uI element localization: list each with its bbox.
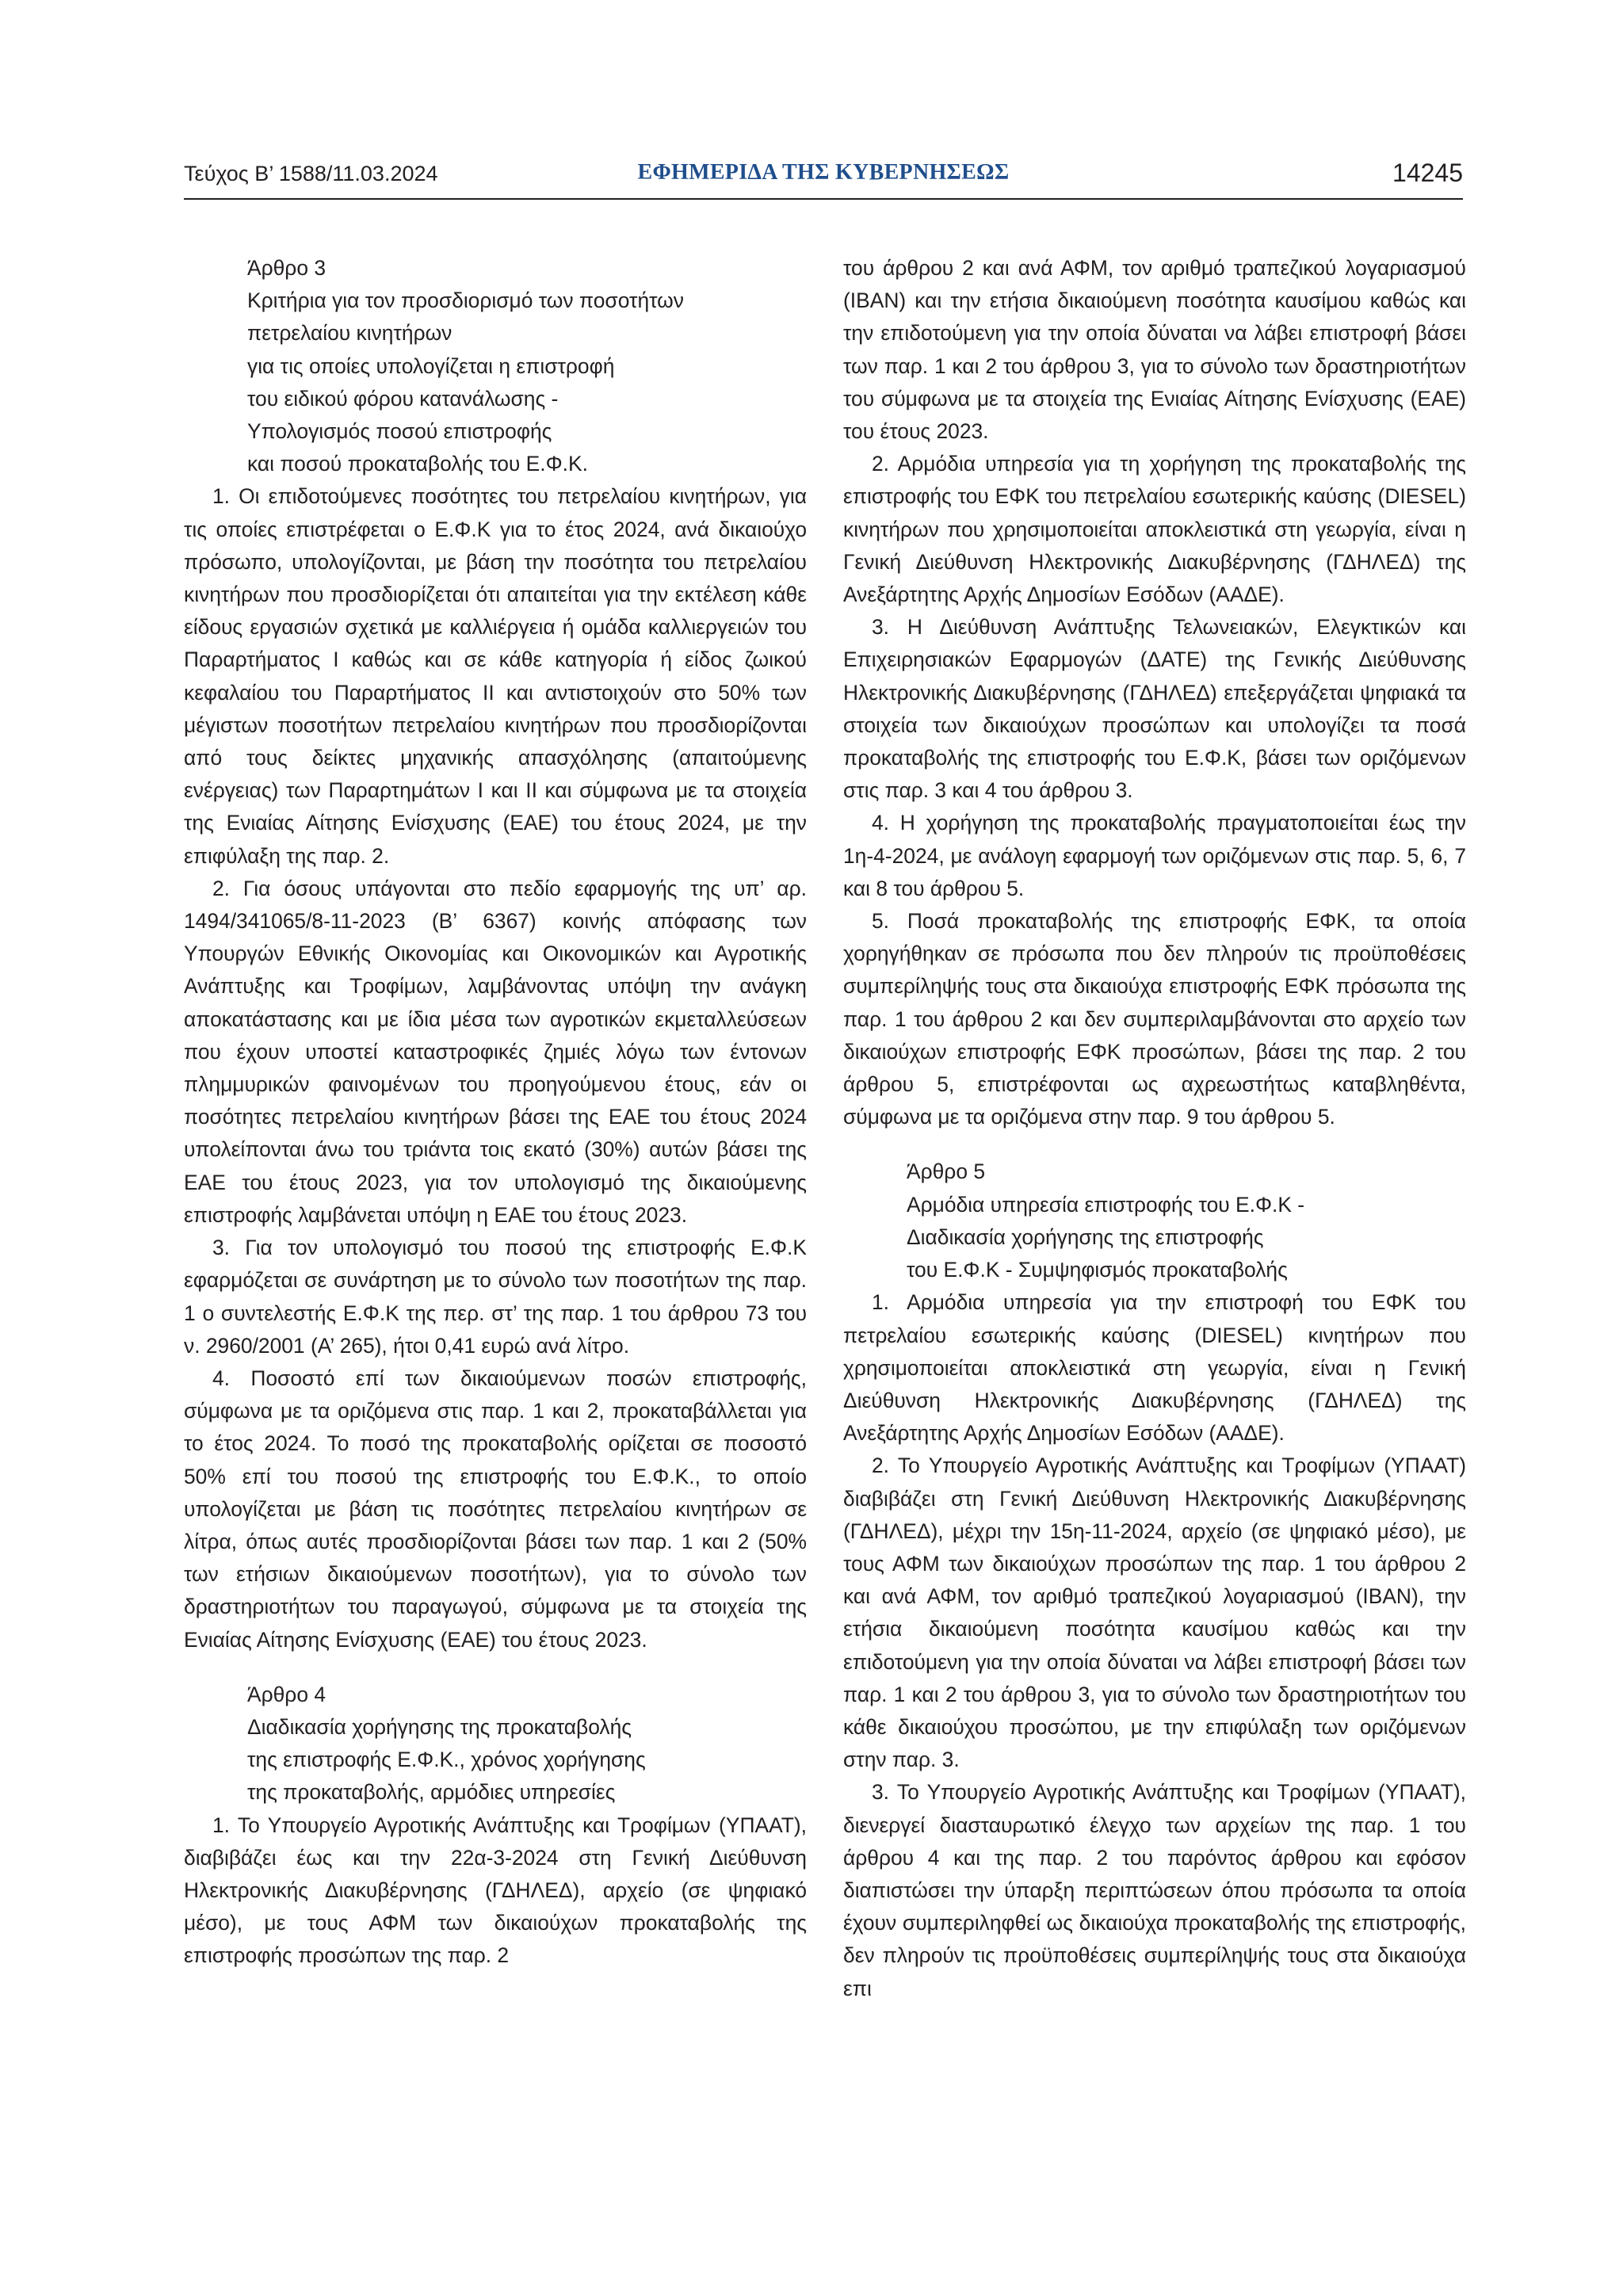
article-4-paragraph: 5. Ποσά προκαταβολής της επιστροφής ΕΦΚ, τα οποία χορηγήθηκαν σε πρόσωπα που δεν πληρούν τις προϋποθέσεις συμπερίληψής τους στα δικαιούχα επιστροφής ΕΦΚ πρόσωπα της παρ. 1 του άρθρου 2 και δεν συμπεριλαμβάνονται στο αρχείο των δικαιούχων επιστροφής ΕΦΚ προσώπων, βάσει της παρ. 2 του άρθρου 5, επιστρέφονται ως αχρεωστήτως καταβληθέντα, σύμφωνα με τα οριζόμενα στην παρ. 9 του άρθρου 5. [843, 909, 1466, 1129]
header-rule [184, 198, 1463, 200]
left-column [184, 252, 807, 1973]
heading-line: Υπολογισμός ποσού επιστροφής [247, 419, 552, 444]
article-4-paragraph: 2. Αρμόδια υπηρεσία για τη χορήγηση της προκαταβολής της επιστροφής του ΕΦΚ του πετρελαίου εσωτερικής καύσης (DIESEL) κινητήρων που χρησιμοποιείται αποκλειστικά στη γεωργία, είναι η Γενική Διεύθυνση Ηλεκτρονικής Διακυβέρνησης (ΓΔΗΛΕΔ) της Ανεξάρτητης Αρχής Δημοσίων Εσόδων (ΑΑΔΕ). [843, 452, 1466, 607]
heading-line: και ποσού προκαταβολής του Ε.Φ.Κ. [247, 452, 588, 476]
heading-line: της προκαταβολής, αρμόδιες υπηρεσίες [247, 1780, 616, 1805]
page-number: 14245 [1392, 159, 1463, 187]
heading-line: του Ε.Φ.Κ - Συμψηφισμός προκαταβολής [907, 1258, 1288, 1282]
heading-line: της επιστροφής Ε.Φ.Κ., χρόνος χορήγησης [247, 1748, 646, 1772]
article-4-paragraph-1-continued: του άρθρου 2 και ανά ΑΦΜ, τον αριθμό τραπεζικού λογαριασμού (IBAN) και την ετήσια δικαιούμενη ποσότητα καυσίμου καθώς και την επιδοτούμενη για την οποία δύναται να λάβει επιστροφή βάσει των παρ. 1 και 2 του άρθρου 3, για το σύνολο των δραστηριοτήτων του σύμφωνα με τα στοιχεία της Ενιαίας Αίτησης Ενίσχυσης (ΕΑΕ) του έτους 2023. [843, 256, 1466, 444]
section-gap [843, 1133, 1466, 1156]
article-3-paragraph: 2. Για όσους υπάγονται στο πεδίο εφαρμογής της υπ’ αρ. 1494/341065/8-11-2023 (Β’ 6367) κοινής απόφασης των Υπουργών Εθνικής Οικονομίας και Οικονομικών και Αγροτικής Ανάπτυξης και Τροφίμων, λαμβάνοντας υπόψη την ανάγκη αποκατάστασης και με ίδια μέσα των αγροτικών εκμεταλλεύσεων που έχουν υποστεί καταστροφικές ζημιές λόγω των έντονων πλημμυρικών φαινομένων του προηγούμενου έτους, εάν οι ποσότητες πετρελαίου κινητήρων βάσει της ΕΑΕ του έτους 2024 υπολείπονται άνω του τριάντα τοις εκατό (30%) αυτών βάσει της ΕΑΕ του έτους 2023, για τον υπολογισμό της δικαιούμενης επιστροφής λαμβάνεται υπόψη η ΕΑΕ του έτους 2023. [184, 876, 807, 1227]
article-4-heading [184, 1679, 807, 1809]
heading-line: του ειδικού φόρου κατανάλωσης - [247, 386, 559, 411]
article-5-paragraph: 1. Αρμόδια υπηρεσία για την επιστροφή του ΕΦΚ του πετρελαίου εσωτερικής καύσης (DIESEL) κινητήρων που χρησιμοποιείται αποκλειστικά στη γεωργία, είναι η Γενική Διεύθυνση Ηλεκτρονικής Διακυβέρνησης (ΓΔΗΛΕΔ) της Ανεξάρτητης Αρχής Δημοσίων Εσόδων (ΑΑΔΕ). [843, 1290, 1466, 1446]
issue-reference: Τεύχος Β’ 1588/11.03.2024 [184, 162, 438, 185]
page-header [184, 155, 1463, 203]
article-4-paragraph: 3. Η Διεύθυνση Ανάπτυξης Τελωνειακών, Ελεγκτικών και Επιχειρησιακών Εφαρμογών (ΔΑΤΕ) της Γενικής Διεύθυνσης Ηλεκτρονικής Διακυβέρνησης (ΓΔΗΛΕΔ) επεξεργάζεται ψηφιακά τα στοιχεία των δικαιούχων προσώπων και υπολογίζει τα ποσά προκαταβολής της επιστροφής του Ε.Φ.Κ, βάσει των οριζόμενων στις παρ. 3 και 4 του άρθρου 3. [843, 615, 1466, 803]
right-column [843, 252, 1466, 2005]
heading-line: Άρθρο 4 [247, 1682, 327, 1706]
article-3-heading [184, 252, 807, 480]
article-5-paragraph: 2. Το Υπουργείο Αγροτικής Ανάπτυξης και Τροφίμων (ΥΠΑΑΤ) διαβιβάζει στη Γενική Διεύθυνση Ηλεκτρονικής Διακυβέρνησης (ΓΔΗΛΕΔ), μέχρι την 15η-11-2024, αρχείο (σε ψηφιακό μέσο), με τους ΑΦΜ των δικαιούχων προσώπων της παρ. 1 του άρθρου 2 και ανά ΑΦΜ, τον αριθμό τραπεζικού λογαριασμού (IBAN), την ετήσια δικαιούμενη ποσότητα καυσίμου καθώς και την επιδοτούμενη για την οποία δύναται να λάβει επιστροφή βάσει των παρ. 1 και 2 του άρθρου 3, για το σύνολο των δραστηριοτήτων του κάθε δικαιούχου προσώπου, με την επιφύλαξη των οριζόμενων στην παρ. 3. [843, 1454, 1466, 1772]
gazette-title: ΕΦΗΜΕΡΙΔΑ ΤΗΣ ΚΥΒΕΡΝΗΣΕΩΣ [637, 160, 1010, 185]
heading-line: για τις οποίες υπολογίζεται η επιστροφή [247, 353, 615, 378]
heading-line: Άρθρο 3 [247, 256, 327, 280]
heading-line: Αρμόδια υπηρεσία επιστροφής του Ε.Φ.Κ - [907, 1192, 1305, 1217]
heading-line: Διαδικασία χορήγησης της προκαταβολής [247, 1714, 632, 1739]
heading-line: πετρελαίου κινητήρων [247, 321, 453, 346]
article-4-paragraph: 4. Η χορήγηση της προκαταβολής πραγματοποιείται έως την 1η-4-2024, με ανάλογη εφαρμογή των οριζόμενων στις παρ. 5, 6, 7 και 8 του άρθρου 5. [843, 811, 1466, 900]
article-5-paragraph: 3. Το Υπουργείο Αγροτικής Ανάπτυξης και Τροφίμων (ΥΠΑΑΤ), διενεργεί διασταυρωτικό έλεγχο των αρχείων της παρ. 1 του άρθρου 4 και της παρ. 2 του παρόντος άρθρου και εφόσον διαπιστώσει την ύπαρξη περιπτώσεων όπου πρόσωπα τα οποία έχουν συμπεριληφθεί ως δικαιούχα προκαταβολής της επιστροφής, δεν πληρούν τις προϋποθέσεις συμπερίληψής τους στα δικαιούχα επι [843, 1780, 1466, 2000]
article-3-paragraph: 4. Ποσοστό επί των δικαιούμενων ποσών επιστροφής, σύμφωνα με τα οριζόμενα στις παρ. 1 και 2, προκαταβάλλεται για το έτος 2024. Το ποσό της προκαταβολής ορίζεται σε ποσοστό 50% επί του ποσού της επιστροφής του Ε.Φ.Κ., το οποίο υπολογίζεται με βάση τις ποσότητες πετρελαίου κινητήρων σε λίτρα, όπως αυτές προσδιορίζονται βάσει των παρ. 1 και 2 (50% των ετήσιων δικαιούμενων ποσοτήτων), για το σύνολο των δραστηριοτήτων του παραγωγού, σύμφωνα με τα στοιχεία της Ενιαίας Αίτησης Ενίσχυσης (ΕΑΕ) του έτους 2023. [184, 1366, 807, 1652]
article-3-paragraph: 3. Για τον υπολογισμό του ποσού της επιστροφής Ε.Φ.Κ εφαρμόζεται σε συνάρτηση με το σύνολο των ποσοτήτων της παρ. 1 ο συντελεστής Ε.Φ.Κ της περ. στ’ της παρ. 1 του άρθρου 73 του ν. 2960/2001 (Α’ 265), ήτοι 0,41 ευρώ ανά λίτρο. [184, 1236, 807, 1358]
heading-line: Κριτήρια για τον προσδιορισμό των ποσοτήτων [247, 288, 684, 313]
article-5-heading [843, 1156, 1466, 1286]
article-4-paragraph-1-start: 1. Το Υπουργείο Αγροτικής Ανάπτυξης και Τροφίμων (ΥΠΑΑΤ), διαβιβάζει έως και την 22α-3-2024 στη Γενική Διεύθυνση Ηλεκτρονικής Διακυβέρνησης (ΓΔΗΛΕΔ), αρχείο (σε ψηφιακό μέσο), με τους ΑΦΜ των δικαιούχων προκαταβολής της επιστροφής προσώπων της παρ. 2 [184, 1813, 807, 1968]
heading-line: Άρθρο 5 [907, 1159, 986, 1184]
article-3-paragraph: 1. Οι επιδοτούμενες ποσότητες του πετρελαίου κινητήρων, για τις οποίες επιστρέφεται ο Ε.Φ.Κ για το έτος 2024, ανά δικαιούχο πρόσωπο, υπολογίζονται, με βάση την ποσότητα του πετρελαίου κινητήρων που προσδιορίζεται ότι απαιτείται για την εκτέλεση κάθε είδους εργασιών σχετικά με καλλιέργεια ή ομάδα καλλιεργειών του Παραρτήματος Ι καθώς και σε κάθε κατηγορία ή είδος ζωικού κεφαλαίου του Παραρτήματος ΙΙ και αντιστοιχούν στο 50% των μέγιστων ποσοτήτων πετρελαίου κινητήρων που προσδιορίζονται από τους δείκτες μηχανικής απασχόλησης (απαιτούμενης ενέργειας) των Παραρτημάτων Ι και ΙΙ και σύμφωνα με τα στοιχεία της Ενιαίας Αίτησης Ενίσχυσης (ΕΑΕ) του έτους 2024, με την επιφύλαξη της παρ. 2. [184, 484, 807, 868]
heading-line: Διαδικασία χορήγησης της επιστροφής [907, 1224, 1264, 1249]
section-gap [184, 1656, 807, 1679]
